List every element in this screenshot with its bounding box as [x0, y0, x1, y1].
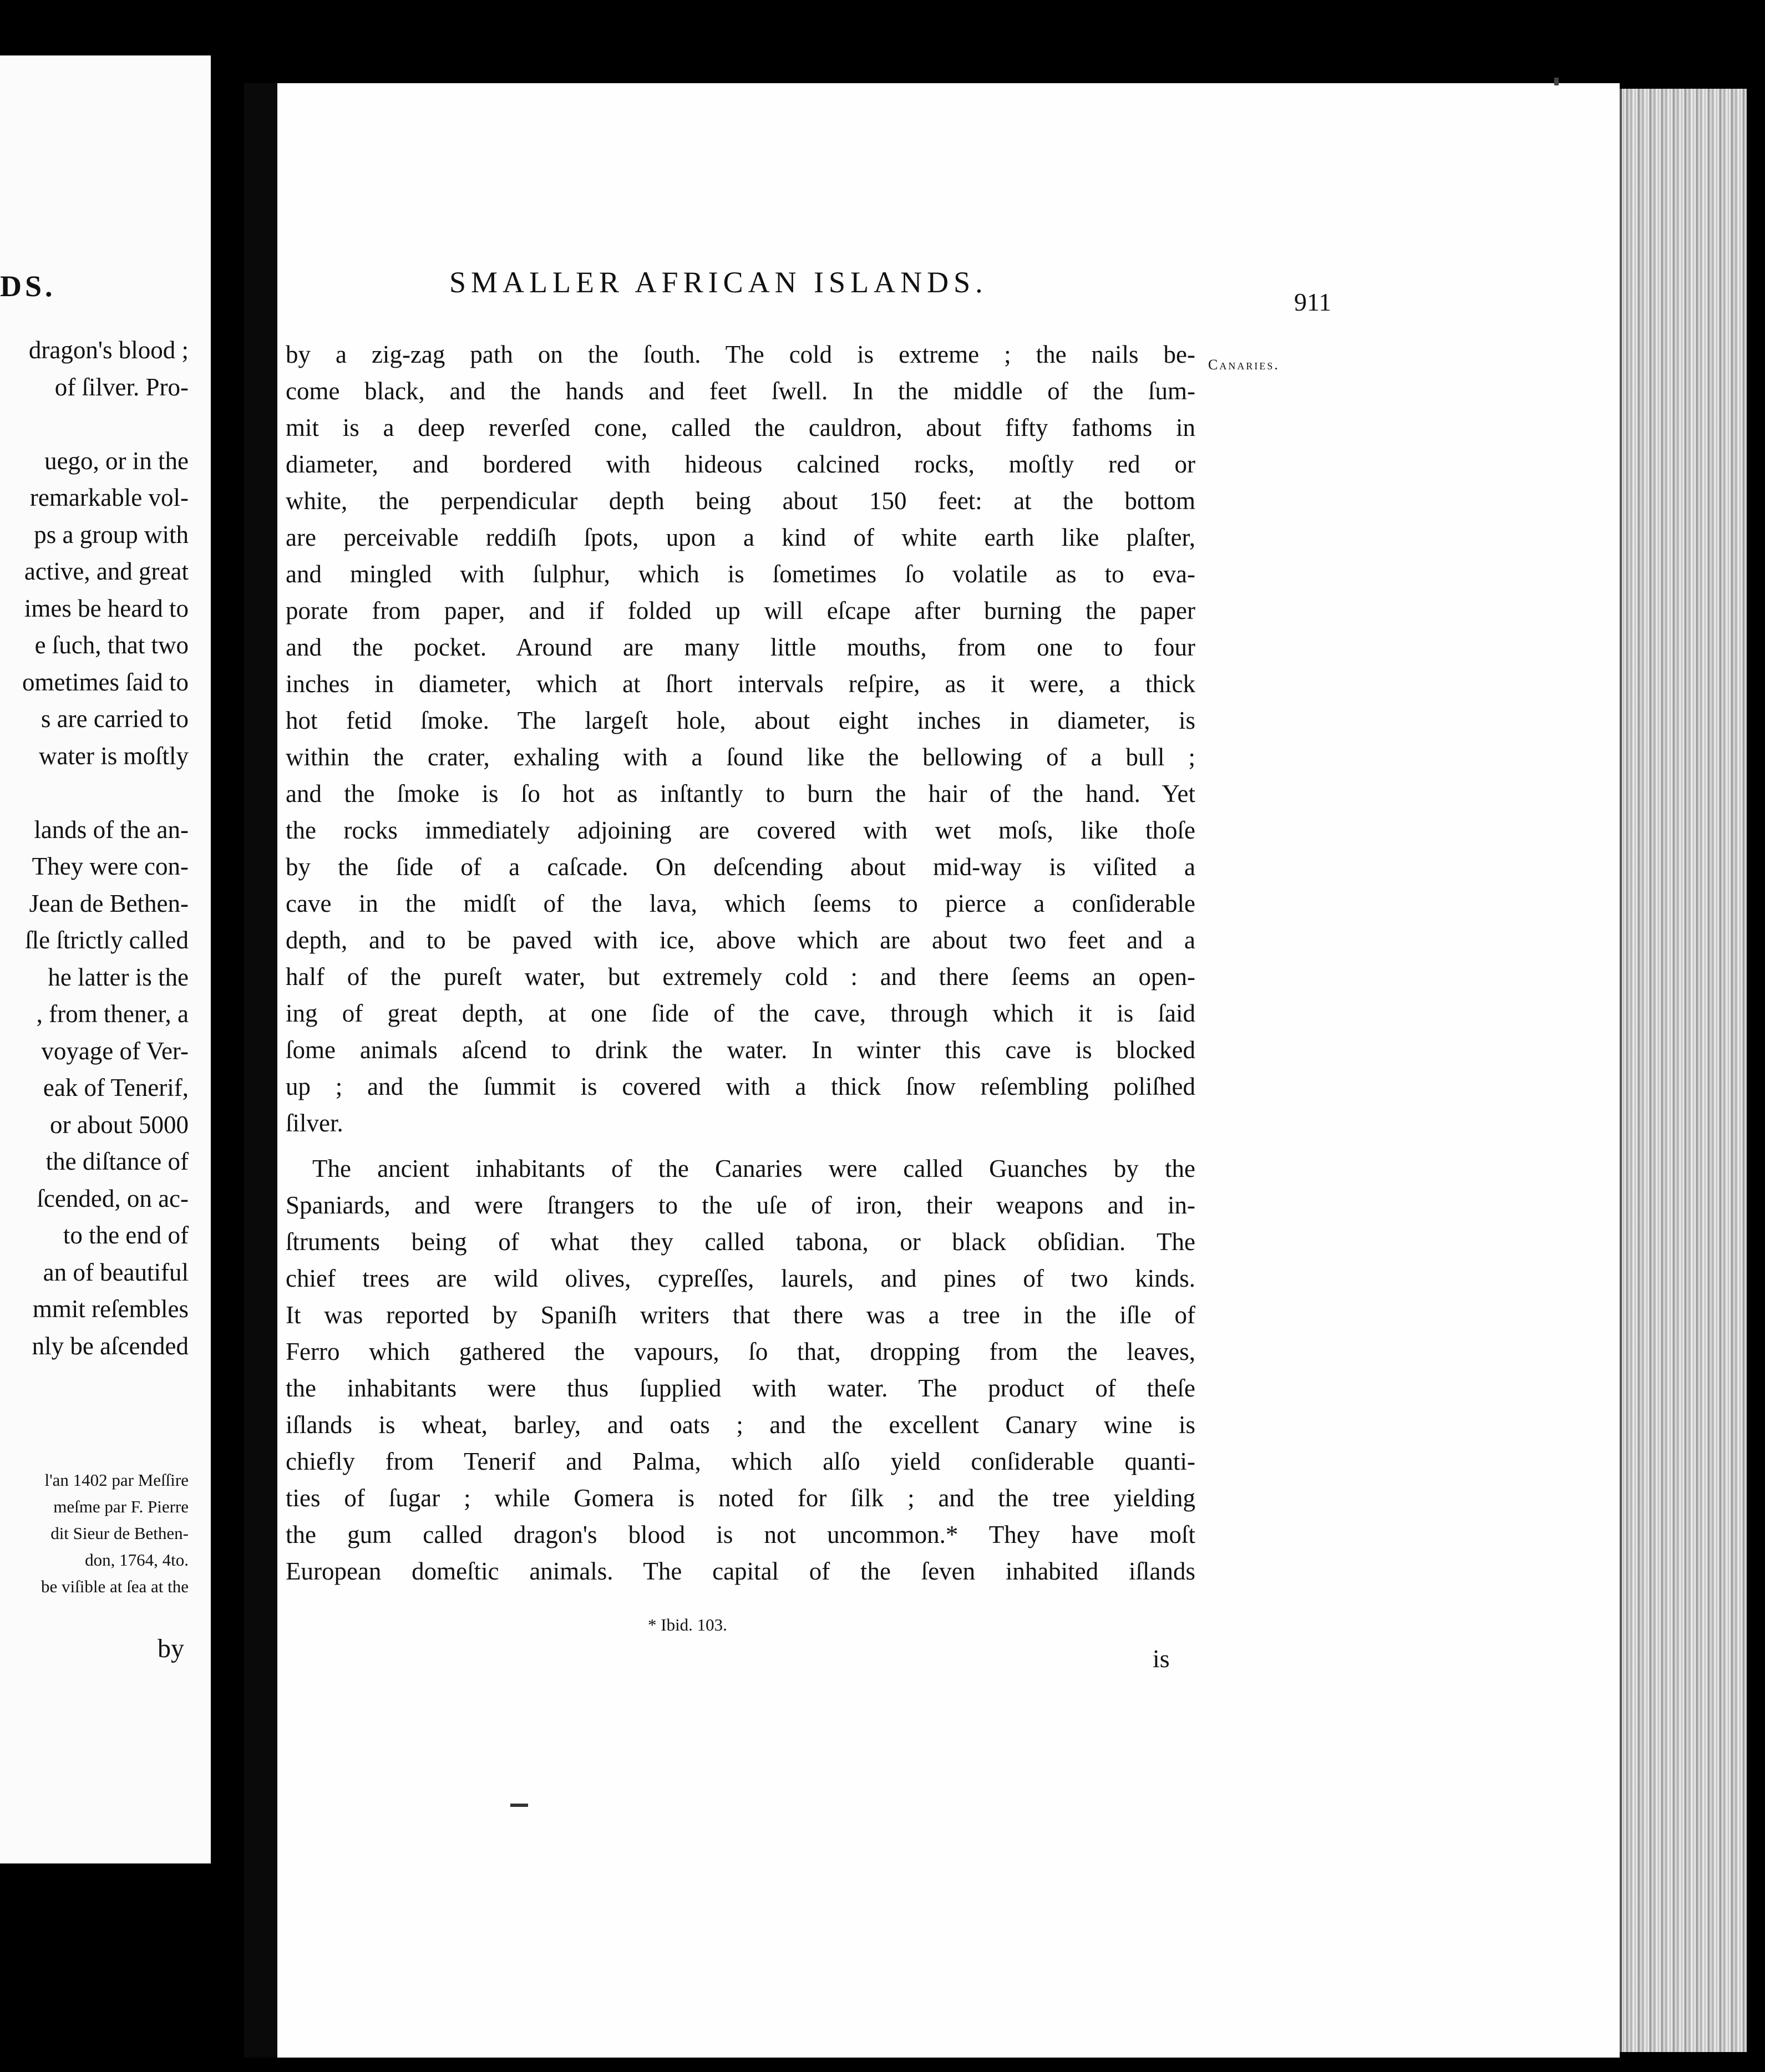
- catchword: is: [1153, 1644, 1170, 1673]
- text-line: iſlands is wheat, barley, and oats ; and the excellent Canary wine is: [286, 1411, 1195, 1439]
- footnote-line: l'an 1402 par Meſſire: [44, 1470, 189, 1490]
- text-line: ties of ſugar ; while Gomera is noted for ſilk ; and the tree yielding: [286, 1484, 1195, 1512]
- text-line: chief trees are wild olives, cypreſſes, laurels, and pines of two kinds.: [286, 1264, 1195, 1292]
- text-line: and the ſmoke is ſo hot as inſtantly to burn the hair of the hand. Yet: [286, 780, 1195, 808]
- text-line: the inhabitants were thus ſupplied with water. The product of theſe: [286, 1374, 1195, 1402]
- text-line: water is moſtly: [39, 742, 189, 770]
- text-line: the gum called dragon's blood is not uncommon.* They have moſt: [286, 1521, 1195, 1548]
- text-line: The ancient inhabitants of the Canaries were called Guanches by the: [312, 1155, 1195, 1182]
- text-line: s are carried to: [40, 705, 189, 733]
- printer-mark: [510, 1804, 528, 1807]
- text-line: [22, 774, 189, 811]
- footnote: * Ibid. 103.: [648, 1615, 727, 1634]
- text-line: the diſtance of: [45, 1147, 189, 1175]
- text-line: lands of the an-: [34, 815, 189, 844]
- text-line: Jean de Bethen-: [29, 889, 189, 917]
- text-line: ſtruments being of what they called tabona, or black obſidian. The: [286, 1228, 1195, 1256]
- text-line: an of beautiful: [43, 1258, 189, 1286]
- text-line: come black, and the hands and feet ſwell. In the middle of the ſum-: [286, 377, 1195, 405]
- text-line: and mingled with ſulphur, which is ſometimes ſo volatile as to eva-: [286, 560, 1195, 588]
- text-line: porate from paper, and if folded up will eſcape after burning the paper: [286, 597, 1195, 624]
- footnote-line: dit Sieur de Bethen-: [50, 1523, 189, 1543]
- running-head: SMALLER AFRICAN ISLANDS.: [449, 266, 988, 299]
- text-line: cave in the midſt of the lava, which ſeems to pierce a conſiderable: [286, 890, 1195, 917]
- text-line: and the pocket. Around are many little mouths, from one to four: [286, 633, 1195, 661]
- text-line: voyage of Ver-: [41, 1037, 189, 1065]
- text-line: ing of great depth, at one ſide of the cave, through which it is ſaid: [286, 999, 1195, 1027]
- text-line: mit is a deep reverſed cone, called the cauldron, about fifty fathoms in: [286, 414, 1195, 441]
- text-line: dragon's blood ;: [28, 336, 189, 364]
- text-line: ſcended, on ac-: [37, 1184, 189, 1212]
- ink-speck: [1554, 78, 1559, 85]
- page-number: 911: [1294, 288, 1332, 316]
- previous-page-catchword: by: [158, 1634, 184, 1663]
- text-line: chiefly from Tenerif and Palma, which alſo yield conſiderable quanti-: [286, 1448, 1195, 1475]
- text-line: to the end of: [63, 1221, 189, 1249]
- text-line: eak of Tenerif,: [43, 1074, 189, 1101]
- footnote-line: be viſible at ſea at the: [41, 1577, 189, 1596]
- paragraph: [286, 1150, 1195, 1589]
- text-line: hot fetid ſmoke. The largeſt hole, about eight inches in diameter, is: [286, 707, 1195, 734]
- text-line: diameter, and bordered with hideous calcined rocks, moſtly red or: [286, 450, 1195, 478]
- text-line: European domeſtic animals. The capital of the ſeven inhabited iſlands: [286, 1557, 1195, 1585]
- text-line: uego, or in the: [44, 446, 189, 475]
- text-line: It was reported by Spaniſh writers that there was a tree in the iſle of: [286, 1301, 1195, 1329]
- previous-page-text: [22, 332, 189, 1364]
- marginal-note: Canaries.: [1208, 357, 1280, 373]
- text-line: , from thener, a: [36, 1000, 189, 1028]
- text-line: up ; and the ſummit is covered with a thick ſnow reſembling poliſhed: [286, 1073, 1195, 1100]
- text-line: Ferro which gathered the vapours, ſo that, dropping from the leaves,: [286, 1338, 1195, 1365]
- text-line: They were con-: [32, 852, 189, 880]
- page-edges: [1620, 89, 1747, 2052]
- text-line: inches in diameter, which at ſhort intervals reſpire, as it were, a thick: [286, 670, 1195, 698]
- text-line: ſle ſtrictly called: [25, 926, 189, 954]
- text-line: ſome animals aſcend to drink the water. In winter this cave is blocked: [286, 1036, 1195, 1064]
- previous-page-footnotes: [41, 1467, 189, 1600]
- text-line: remarkable vol-: [29, 484, 189, 511]
- text-line: white, the perpendicular depth being about 150 feet: at the bottom: [286, 487, 1195, 515]
- text-line: are perceivable reddiſh ſpots, upon a kind of white earth like plaſter,: [286, 524, 1195, 551]
- paragraph: [286, 336, 1195, 1141]
- text-line: the rocks immediately adjoining are covered with wet moſs, like thoſe: [286, 816, 1195, 844]
- text-line: of ſilver. Pro-: [54, 373, 189, 401]
- text-line: by the ſide of a caſcade. On deſcending about mid-way is viſited a: [286, 853, 1195, 881]
- previous-page: [0, 55, 211, 1863]
- text-line: within the crater, exhaling with a ſound like the bellowing of a bull ;: [286, 743, 1195, 771]
- text-line: e ſuch, that two: [34, 631, 189, 659]
- footnote-line: don, 1764, 4to.: [85, 1550, 189, 1570]
- text-line: ſilver.: [286, 1109, 343, 1137]
- text-line: Spaniards, and were ſtrangers to the uſe of iron, their weapons and in-: [286, 1191, 1195, 1219]
- text-line: half of the pureſt water, but extremely cold : and there ſeems an open-: [286, 963, 1195, 991]
- text-line: ps a group with: [34, 520, 189, 549]
- footnote-line: meſme par F. Pierre: [53, 1497, 189, 1516]
- text-line: mmit reſembles: [32, 1295, 189, 1323]
- text-line: imes be heard to: [24, 594, 189, 622]
- text-line: he latter is the: [48, 963, 189, 991]
- text-line: depth, and to be paved with ice, above which are about two feet and a: [286, 926, 1195, 954]
- text-line: ometimes ſaid to: [22, 668, 189, 696]
- text-line: nly be aſcended: [32, 1332, 189, 1360]
- text-line: or about 5000: [50, 1110, 189, 1139]
- text-line: by a zig-zag path on the ſouth. The cold is extreme ; the nails be-: [286, 341, 1195, 368]
- body-text: [286, 336, 1195, 1589]
- text-line: [22, 405, 189, 443]
- previous-page-running-head: DS.: [0, 270, 56, 303]
- text-line: active, and great: [24, 557, 189, 585]
